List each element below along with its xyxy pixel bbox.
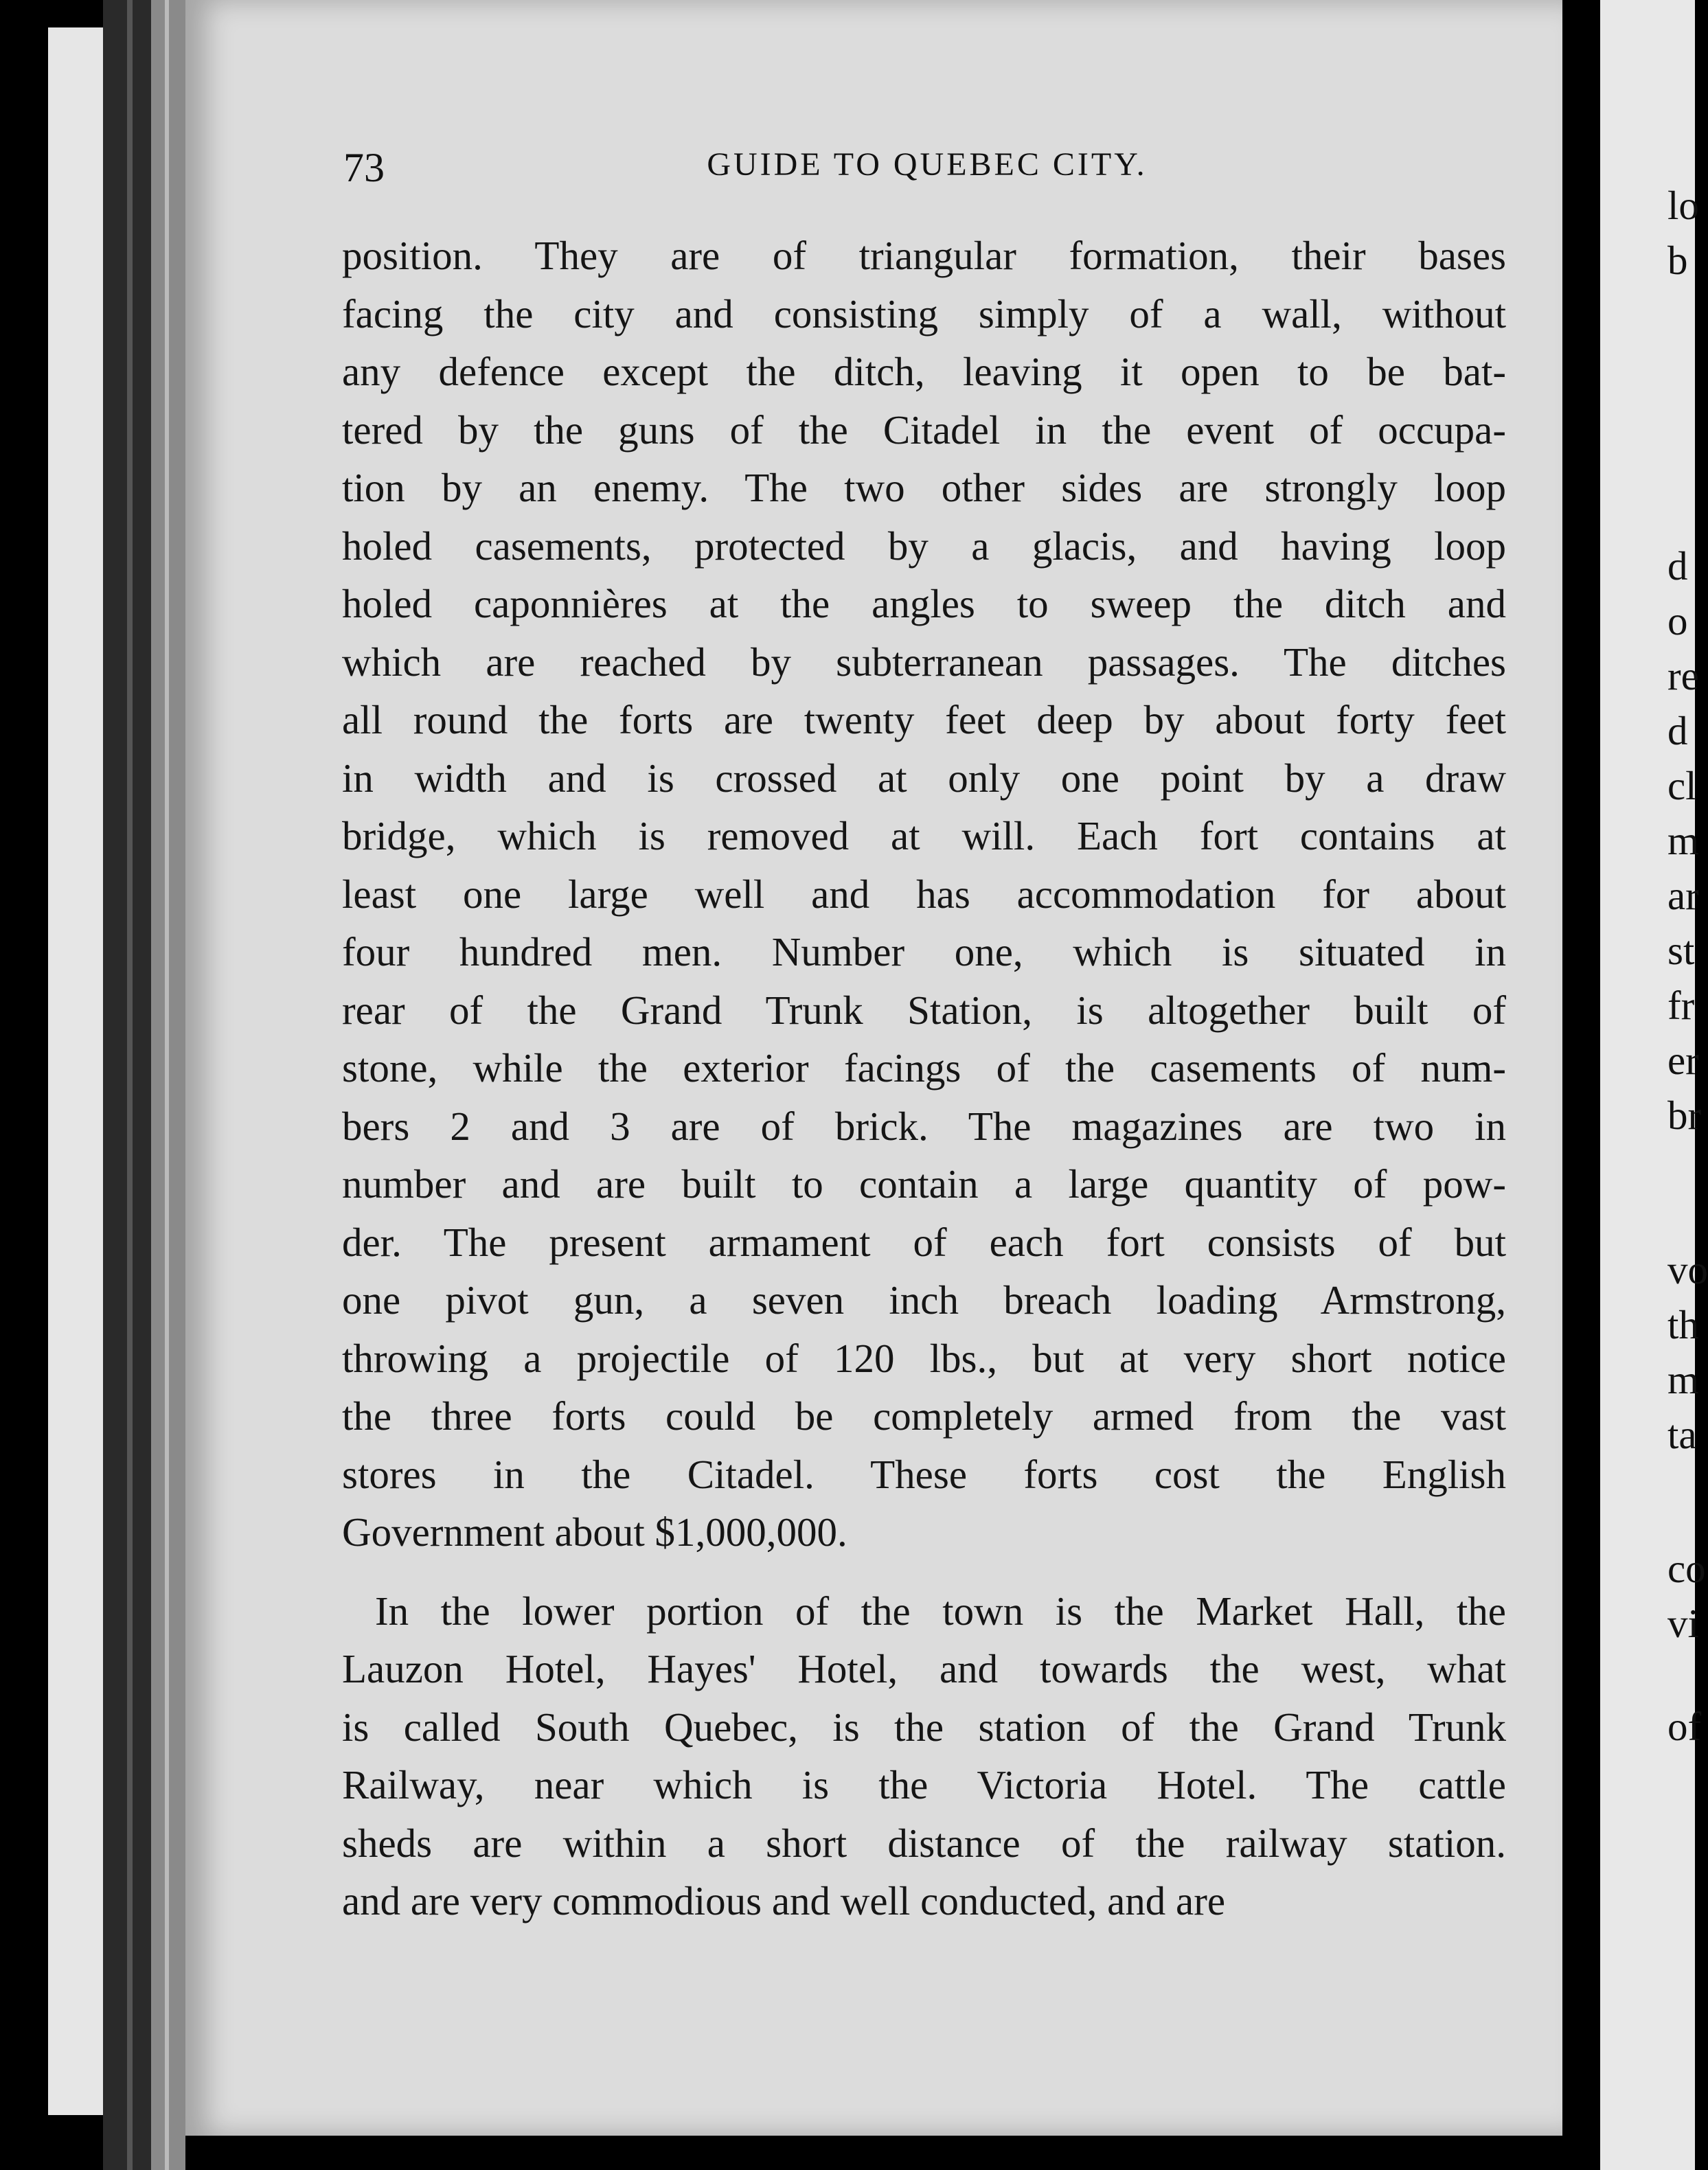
facing-page-fragment: cl — [1667, 763, 1697, 808]
facing-page-fragment: co — [1667, 1546, 1706, 1591]
facing-page-fragment: re — [1667, 653, 1699, 698]
facing-page-fragment: vo — [1667, 1247, 1708, 1292]
facing-page-fragment: o — [1667, 598, 1688, 643]
paragraph-forts — [342, 227, 1506, 1562]
facing-page-fragment: m — [1667, 1357, 1699, 1402]
binding-line — [127, 0, 133, 2170]
facing-page-fragment: of — [1667, 1704, 1702, 1749]
text-line: Government about $1,000,000. — [342, 1509, 847, 1555]
text-line: tion by an enemy. The two other sides are strongly loop — [342, 465, 1506, 510]
text-line: Railway, near which is the Victoria Hotel. The cattle — [342, 1762, 1506, 1807]
text-line: all round the forts are twenty feet deep by about forty feet — [342, 697, 1506, 742]
facing-page-fragment: vi — [1667, 1601, 1699, 1646]
text-line: holed casements, protected by a glacis, and having loop — [342, 523, 1506, 569]
text-line: tered by the guns of the Citadel in the event of occupa- — [342, 407, 1506, 453]
facing-page-fragment: lo — [1667, 183, 1699, 228]
gutter-shadow — [1562, 0, 1600, 2170]
body-text — [342, 227, 1506, 1930]
text-line: bridge, which is removed at will. Each fort contains at — [342, 813, 1506, 858]
text-line: is called South Quebec, is the station of the Grand Trunk — [342, 1704, 1506, 1750]
text-line: least one large well and has accommodation for about — [342, 871, 1506, 917]
facing-page-fragment: st — [1667, 928, 1695, 973]
text-line: bers 2 and 3 are of brick. The magazines are two in — [342, 1103, 1506, 1149]
text-line: any defence except the ditch, leaving it open to be bat- — [342, 349, 1506, 394]
page-header — [343, 137, 1511, 199]
text-line: stone, while the exterior facings of the casements of num- — [342, 1045, 1506, 1090]
text-line: rear of the Grand Trunk Station, is altogether built of — [342, 987, 1506, 1033]
text-line: sheds are within a short distance of the railway station. — [342, 1820, 1506, 1866]
facing-page-fragment: b — [1667, 238, 1688, 283]
facing-page-fragment: ta — [1667, 1412, 1697, 1457]
facing-page-fragment: m — [1667, 818, 1699, 863]
text-line: der. The present armament of each fort consists of but — [342, 1219, 1506, 1265]
text-line: four hundred men. Number one, which is situated in — [342, 929, 1506, 974]
paragraph-lower-town — [342, 1582, 1506, 1930]
facing-page-fragment: d — [1667, 543, 1688, 589]
text-line: position. They are of triangular formation, their bases — [342, 233, 1506, 278]
facing-page-fragment: d — [1667, 708, 1688, 753]
text-line: holed caponnières at the angles to sweep the ditch and — [342, 581, 1506, 626]
page-number: 73 — [343, 145, 385, 190]
text-line: facing the city and consisting simply of a wall, without — [342, 290, 1506, 336]
text-line: Lauzon Hotel, Hayes' Hotel, and towards the west, what — [342, 1646, 1506, 1691]
text-line: throwing a projectile of 120 lbs., but at very short notice — [342, 1335, 1506, 1381]
text-line: which are reached by subterranean passages. The ditches — [342, 639, 1506, 685]
text-line: stores in the Citadel. These forts cost the English — [342, 1451, 1506, 1497]
facing-page-sliver — [1600, 0, 1708, 2170]
book-page — [185, 0, 1562, 2136]
text-line: number and are built to contain a large quantity of pow- — [342, 1161, 1506, 1207]
running-head: GUIDE TO QUEBEC CITY. — [707, 146, 1148, 183]
facing-page-fragment: ar — [1667, 873, 1699, 918]
facing-page-fragment: er — [1667, 1038, 1699, 1083]
page-edge-stack — [48, 27, 103, 2115]
text-line: In the lower portion of the town is the Market Hall, the — [375, 1588, 1506, 1634]
text-line: in width and is crossed at only one point by a draw — [342, 755, 1506, 801]
facing-page-fragment: th — [1667, 1302, 1699, 1347]
text-line: one pivot gun, a seven inch breach loading Armstrong, — [342, 1277, 1506, 1323]
facing-page-fragment: br — [1667, 1093, 1702, 1138]
facing-page-fragment: fr — [1667, 983, 1695, 1028]
text-line: and are very commodious and well conducted, and are — [342, 1878, 1226, 1923]
text-line: the three forts could be completely armed from the vast — [342, 1393, 1506, 1439]
page-edge-line — [165, 0, 169, 2170]
